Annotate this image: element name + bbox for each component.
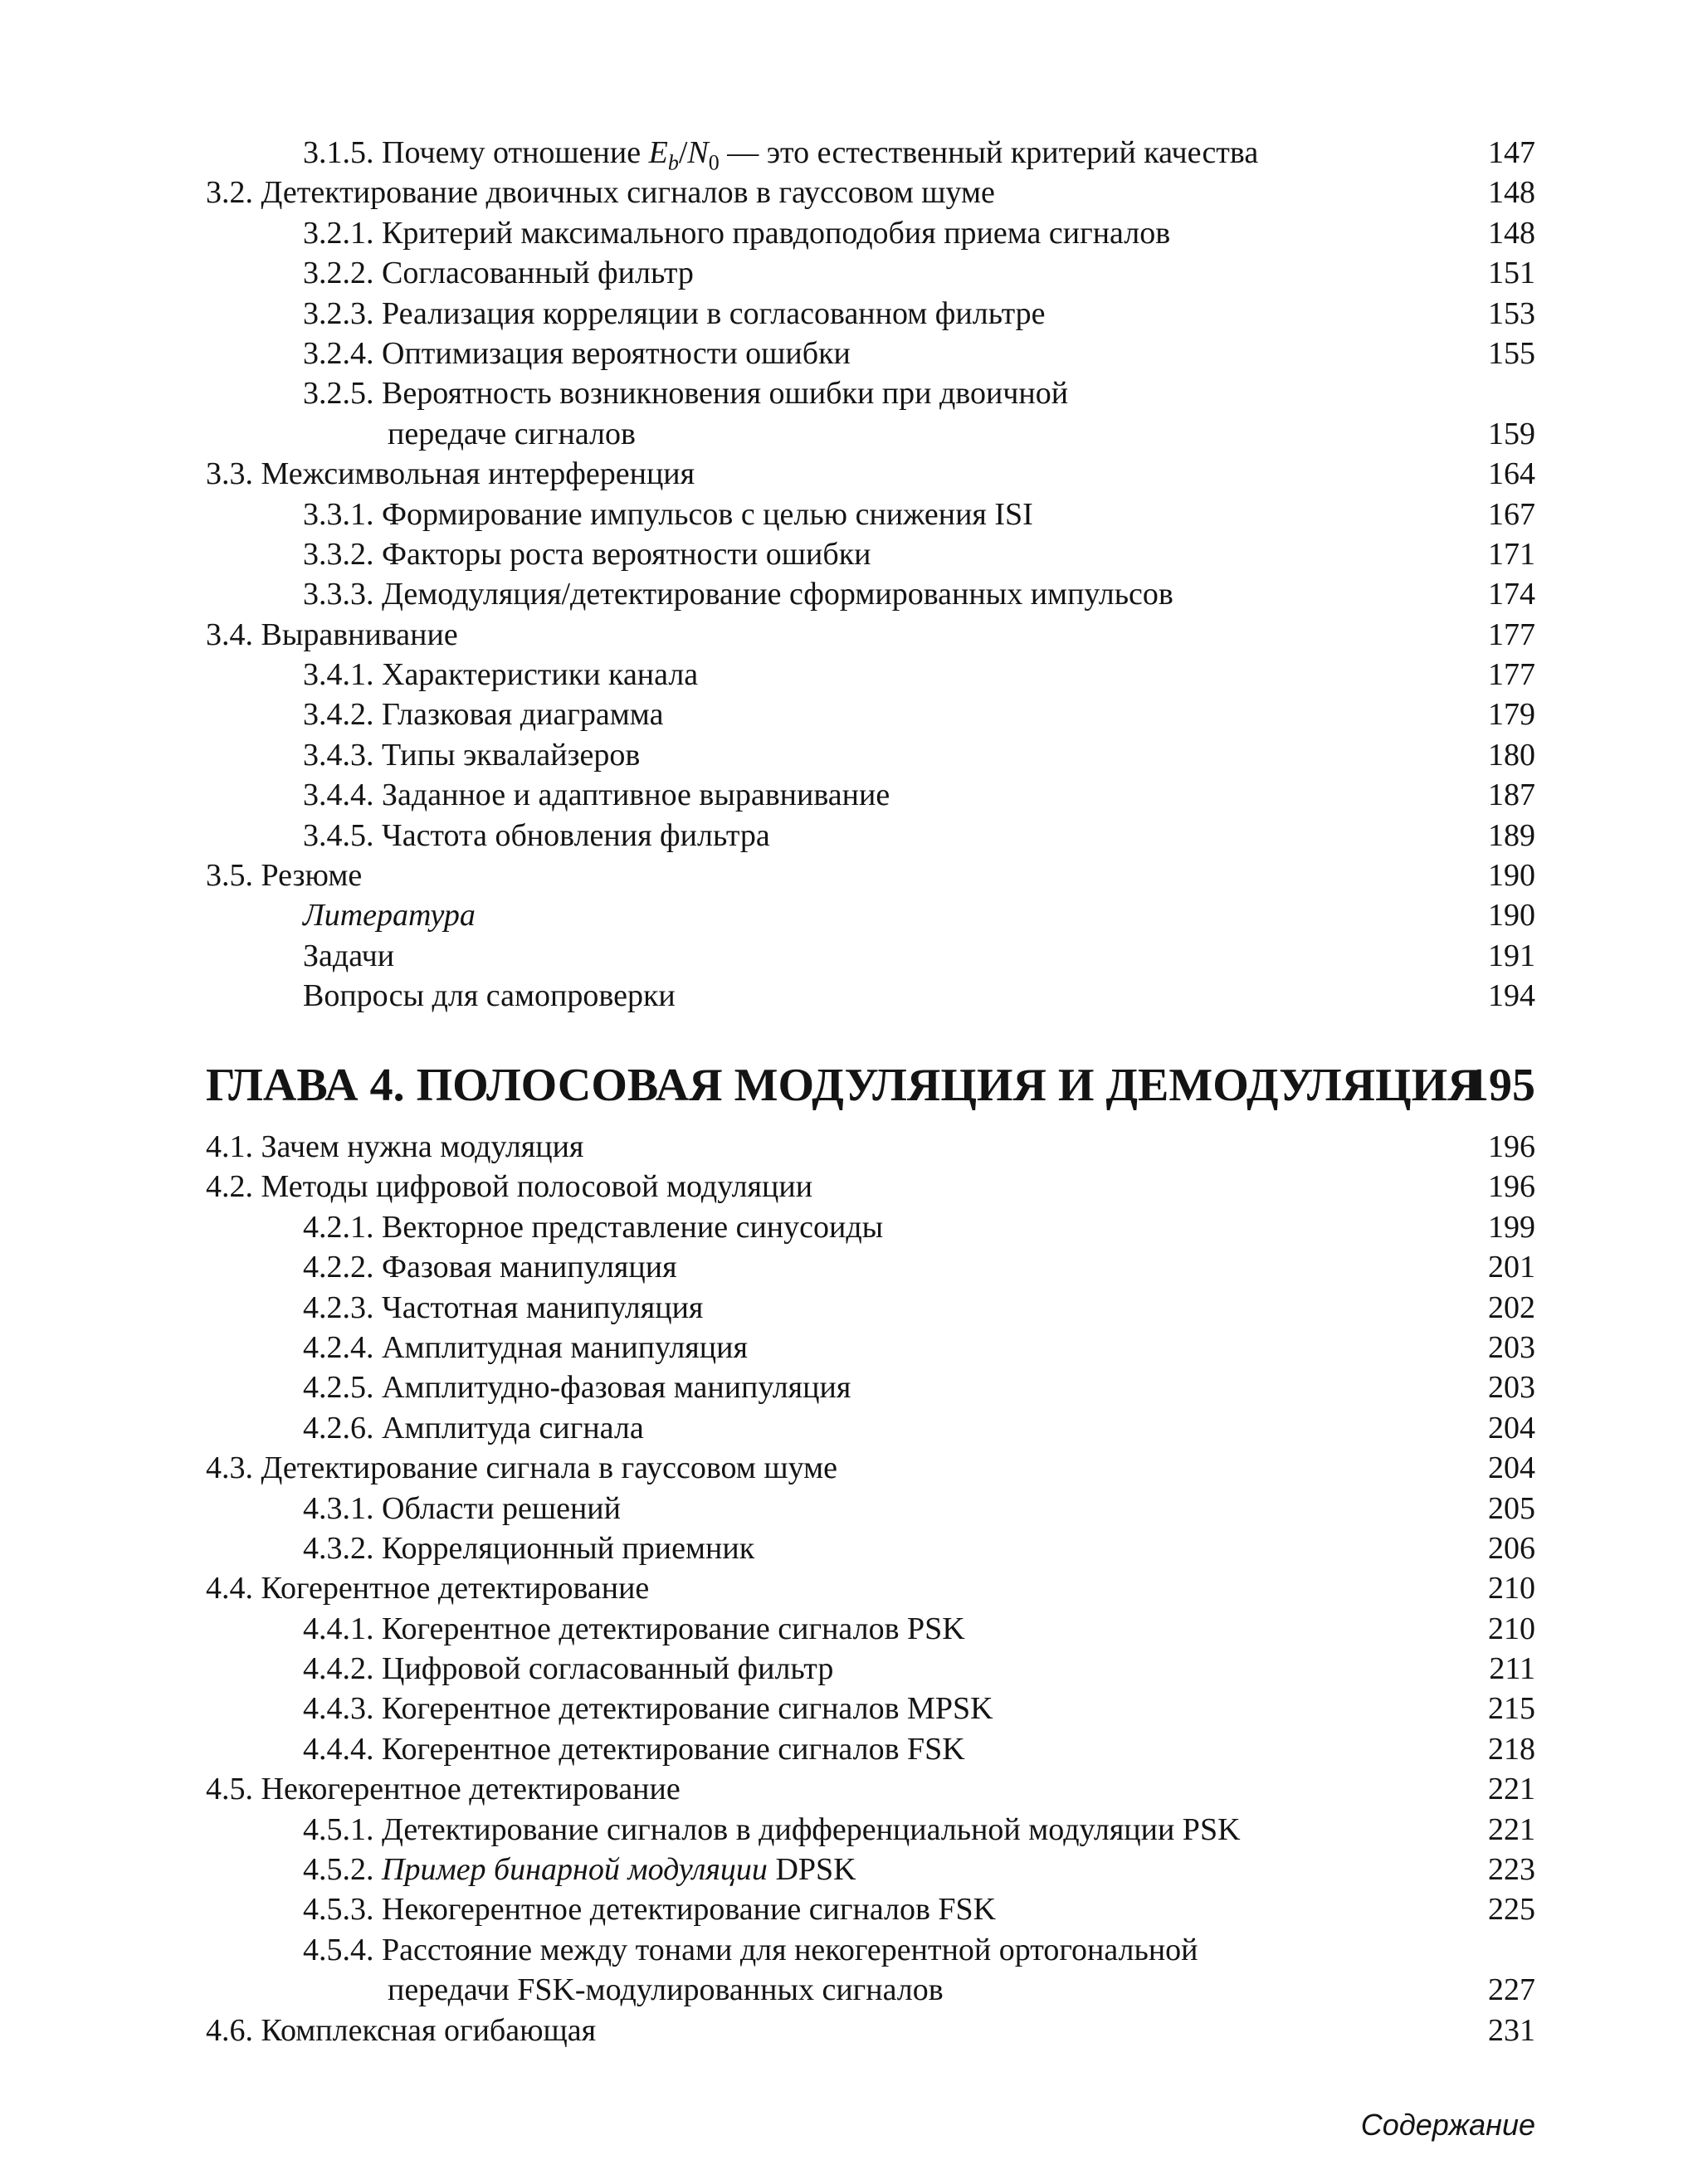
toc-entry-page-number: 174	[1488, 577, 1535, 612]
toc-entry	[206, 1769, 1535, 1809]
toc-entry-number: 3.3.1.	[303, 496, 374, 532]
toc-entry-page-number: 151	[1488, 256, 1535, 291]
toc-entry-page-number: 153	[1488, 295, 1535, 331]
toc-entry-number: 4.5.2.	[303, 1852, 374, 1888]
toc-entry-page-number: 180	[1488, 737, 1535, 773]
toc-entry-number: 4.2.6.	[303, 1410, 374, 1445]
toc-entry-number: 3.3.	[206, 456, 253, 492]
toc-entry	[206, 615, 1535, 655]
toc-entry-title: Глазковая диаграмма	[382, 697, 664, 733]
toc-entry-page-number: 171	[1488, 536, 1535, 572]
toc-entry	[206, 1850, 1535, 1889]
toc-entry	[206, 294, 1535, 334]
toc-entry-number: 4.2.4.	[303, 1329, 374, 1365]
toc-entry-number: 4.2.	[206, 1169, 253, 1205]
running-footer: Содержание	[1360, 2108, 1535, 2142]
toc-entry	[206, 936, 1535, 976]
toc-entry	[206, 173, 1535, 212]
toc-entry-page-number: 155	[1488, 335, 1535, 371]
toc-entry-page-number: 204	[1488, 1410, 1535, 1445]
toc-entry-title: Детектирование сигналов в дифференциальной модуляции PSK	[382, 1811, 1241, 1847]
toc-entry-title: Некогерентное детектирование сигналов FSK	[382, 1892, 997, 1928]
toc-entry	[206, 1207, 1535, 1247]
toc-entry-number: 4.5.3.	[303, 1892, 374, 1928]
toc-entry-title: Цифровой согласованный фильтр	[382, 1651, 834, 1687]
toc-entry	[206, 1889, 1535, 1929]
toc-entry	[206, 1609, 1535, 1649]
toc-entry-page-number: 210	[1488, 1571, 1535, 1606]
toc-entry-title: Пример бинарной модуляции DPSK	[382, 1852, 856, 1888]
toc-entry-number: 4.2.2.	[303, 1250, 374, 1285]
toc-entry-title: Корреляционный приемник	[382, 1530, 755, 1566]
toc-entry-number: 4.5.1.	[303, 1811, 374, 1847]
toc-entry-page-number: 227	[1488, 1972, 1535, 2008]
toc-entry-title: Характеристики канала	[382, 657, 699, 693]
toc-entry-title: Когерентное детектирование сигналов FSK	[382, 1731, 965, 1767]
toc-entry-title: Области решений	[382, 1490, 621, 1526]
toc-entry-page-number: 147	[1488, 135, 1535, 170]
toc-entry-number: 3.3.2.	[303, 536, 374, 572]
toc-entry	[206, 735, 1535, 775]
toc-entry	[206, 1328, 1535, 1367]
toc-entry	[206, 1649, 1535, 1689]
toc-entry-page-number: 190	[1488, 898, 1535, 934]
toc-entry-number: 3.5.	[206, 858, 253, 894]
toc-entry-number: 3.3.3.	[303, 577, 374, 612]
toc-entry-number: 3.2.2.	[303, 256, 374, 291]
toc-entry-page-number: 215	[1488, 1691, 1535, 1727]
toc-entry	[206, 414, 1535, 454]
toc-entry-number: 3.2.3.	[303, 295, 374, 331]
toc-entry-page-number: 223	[1488, 1852, 1535, 1888]
toc-entry-title: Реализация корреляции в согласованном фильтре	[382, 295, 1046, 331]
toc-entry	[206, 1367, 1535, 1407]
chapter-page-number: 195	[1466, 1060, 1535, 1111]
toc-entry	[206, 334, 1535, 373]
toc-entry-page-number: 221	[1488, 1772, 1535, 1807]
toc-entry-number: 4.3.1.	[303, 1490, 374, 1526]
toc-entry-number: 4.4.2.	[303, 1651, 374, 1687]
toc-entry-title: Фазовая манипуляция	[382, 1250, 677, 1285]
chapter-heading	[206, 1052, 1535, 1119]
toc-entry	[206, 856, 1535, 895]
toc-entry-page-number: 201	[1488, 1250, 1535, 1285]
toc-entry	[206, 1127, 1535, 1167]
toc-entry-title: Некогерентное детектирование	[261, 1772, 681, 1807]
toc-entry	[206, 373, 1535, 413]
toc-entry-title: Согласованный фильтр	[382, 256, 694, 291]
toc-entry-number: 3.2.	[206, 175, 253, 211]
toc-entry-number: 4.3.2.	[303, 1530, 374, 1566]
toc-entry-title: Почему отношение $E_b/N_0$ — это естественный критерий качества	[382, 135, 1259, 175]
toc-entry-title: Частотная манипуляция	[382, 1289, 704, 1325]
toc-entry-title: Вероятность возникновения ошибки при двоичной	[382, 376, 1069, 412]
toc-entry	[206, 534, 1535, 574]
toc-section-chapter-4	[206, 1127, 1535, 2050]
toc-entry	[206, 1448, 1535, 1488]
toc-entry	[206, 1810, 1535, 1850]
toc-entry-number: 3.4.4.	[303, 778, 374, 813]
toc-entry-number: 3.2.5.	[303, 376, 374, 412]
toc-entry-title: Когерентное детектирование сигналов MPSK	[382, 1691, 993, 1727]
toc-entry-title: Выравнивание	[261, 617, 458, 652]
toc-entry-number: 4.6.	[206, 2012, 253, 2048]
toc-entry-number: 4.4.4.	[303, 1731, 374, 1767]
toc-entry-title: Литература	[303, 898, 476, 934]
toc-entry-title: Амплитудная манипуляция	[382, 1329, 748, 1365]
toc-entry-title: Заданное и адаптивное выравнивание	[382, 778, 890, 813]
toc-entry-page-number: 211	[1489, 1651, 1535, 1687]
toc-entry-number: 3.2.4.	[303, 335, 374, 371]
toc-entry-number: 3.4.1.	[303, 657, 374, 693]
toc-entry-number: 4.4.1.	[303, 1611, 374, 1646]
toc-entry-page-number: 196	[1488, 1169, 1535, 1205]
toc-entry	[206, 655, 1535, 695]
toc-entry-page-number: 205	[1488, 1490, 1535, 1526]
toc-entry-title: Комплексная огибающая	[261, 2012, 597, 2048]
toc-entry	[206, 1167, 1535, 1207]
toc-entry-page-number: 179	[1488, 697, 1535, 733]
toc-entry-title: передачи FSK-модулированных сигналов	[388, 1972, 944, 2008]
toc-entry-number: 3.4.3.	[303, 737, 374, 773]
toc-entry-page-number: 187	[1488, 778, 1535, 813]
toc-entry-title: Когерентное детектирование	[261, 1571, 650, 1606]
toc-entry-title: Резюме	[261, 858, 363, 894]
toc-entry-number: 3.2.1.	[303, 215, 374, 251]
toc-entry-page-number: 203	[1488, 1329, 1535, 1365]
toc-entry-page-number: 221	[1488, 1811, 1535, 1847]
toc-entry-title: Типы эквалайзеров	[382, 737, 641, 773]
toc-entry	[206, 1930, 1535, 1970]
toc-entry	[206, 1247, 1535, 1287]
toc-entry-page-number: 148	[1488, 215, 1535, 251]
toc-entry-page-number: 164	[1488, 456, 1535, 492]
toc-entry-title: Частота обновления фильтра	[382, 817, 770, 853]
toc-entry-page-number: 196	[1488, 1129, 1535, 1164]
toc-entry	[206, 1408, 1535, 1448]
toc-entry	[206, 2011, 1535, 2050]
toc-entry-title: Амплитудно-фазовая манипуляция	[382, 1370, 851, 1406]
toc-entry-number: 4.4.3.	[303, 1691, 374, 1727]
toc-entry-title: Факторы роста вероятности ошибки	[382, 536, 871, 572]
toc-entry	[206, 133, 1535, 173]
toc-entry-number: 4.2.1.	[303, 1209, 374, 1245]
toc-entry-page-number: 194	[1488, 978, 1535, 1014]
toc-entry-title: Зачем нужна модуляция	[261, 1129, 584, 1164]
toc-section-chapter-3	[206, 133, 1535, 1016]
toc-entry	[206, 253, 1535, 293]
toc-entry	[206, 695, 1535, 734]
toc-entry	[206, 1528, 1535, 1568]
toc-entry-page-number: 191	[1488, 938, 1535, 973]
toc-entry-title: Расстояние между тонами для некогерентной ортогональной	[382, 1932, 1198, 1967]
toc-entry-page-number: 159	[1488, 416, 1535, 451]
toc-entry-title: Межсимвольная интерференция	[261, 456, 695, 492]
toc-entry-number: 4.1.	[206, 1129, 253, 1164]
toc-entry-title: Вопросы для самопроверки	[303, 978, 676, 1014]
toc-entry-page-number: 210	[1488, 1611, 1535, 1646]
toc-entry	[206, 1689, 1535, 1728]
toc-entry-page-number: 218	[1488, 1731, 1535, 1767]
toc-entry-page-number: 167	[1488, 496, 1535, 532]
toc-entry-title: Задачи	[303, 938, 395, 973]
toc-entry-title: Демодуляция/детектирование сформированных импульсов	[382, 577, 1173, 612]
toc-entry-page-number: 189	[1488, 817, 1535, 853]
toc-entry	[206, 574, 1535, 614]
toc-entry-page-number: 225	[1488, 1892, 1535, 1928]
toc-entry-page-number: 202	[1488, 1289, 1535, 1325]
toc-entry-title: передаче сигналов	[388, 416, 636, 451]
toc-entry	[206, 454, 1535, 494]
toc-entry-page-number: 203	[1488, 1370, 1535, 1406]
toc-entry	[206, 1970, 1535, 2010]
toc-entry-number: 4.5.	[206, 1772, 253, 1807]
toc-entry-number: 3.4.2.	[303, 697, 374, 733]
toc-entry-number: 4.2.5.	[303, 1370, 374, 1406]
toc-entry	[206, 495, 1535, 534]
toc-entry-number: 3.1.5.	[303, 135, 374, 170]
toc-entry	[206, 1288, 1535, 1328]
toc-entry-title: Когерентное детектирование сигналов PSK	[382, 1611, 965, 1646]
toc-entry-number: 4.4.	[206, 1571, 253, 1606]
toc-entry-title: Формирование импульсов с целью снижения ISI	[382, 496, 1033, 532]
toc-entry-title: Детектирование двоичных сигналов в гауссовом шуме	[261, 175, 995, 211]
chapter-title: ГЛАВА 4. ПОЛОСОВАЯ МОДУЛЯЦИЯ И ДЕМОДУЛЯЦИЯ	[206, 1060, 1481, 1111]
toc-entry	[206, 816, 1535, 856]
toc-entry	[206, 1729, 1535, 1769]
toc-entry-page-number: 199	[1488, 1209, 1535, 1245]
toc-entry-page-number: 177	[1488, 617, 1535, 652]
toc-entry	[206, 213, 1535, 253]
toc-entry-title: Критерий максимального правдоподобия приема сигналов	[382, 215, 1171, 251]
toc-entry-page-number: 231	[1488, 2012, 1535, 2048]
toc-entry-number: 4.3.	[206, 1450, 253, 1486]
toc-entry-page-number: 204	[1488, 1450, 1535, 1486]
toc-entry-page-number: 190	[1488, 858, 1535, 894]
toc-entry	[206, 1568, 1535, 1608]
toc-entry-title: Методы цифровой полосовой модуляции	[261, 1169, 813, 1205]
toc-entry-number: 4.5.4.	[303, 1932, 374, 1967]
toc-entry-page-number: 206	[1488, 1530, 1535, 1566]
toc-entry-page-number: 177	[1488, 657, 1535, 693]
toc-entry-page-number: 148	[1488, 175, 1535, 211]
toc-entry	[206, 1489, 1535, 1528]
toc-entry-title: Амплитуда сигнала	[382, 1410, 644, 1445]
toc-entry-number: 4.2.3.	[303, 1289, 374, 1325]
toc-entry	[206, 775, 1535, 815]
toc-entry	[206, 895, 1535, 935]
toc-entry-title: Детектирование сигнала в гауссовом шуме	[261, 1450, 838, 1486]
toc-entry-number: 3.4.	[206, 617, 253, 652]
toc-entry-title: Векторное представление синусоиды	[382, 1209, 884, 1245]
toc-entry-number: 3.4.5.	[303, 817, 374, 853]
toc-entry-title: Оптимизация вероятности ошибки	[382, 335, 851, 371]
toc-entry	[206, 976, 1535, 1016]
